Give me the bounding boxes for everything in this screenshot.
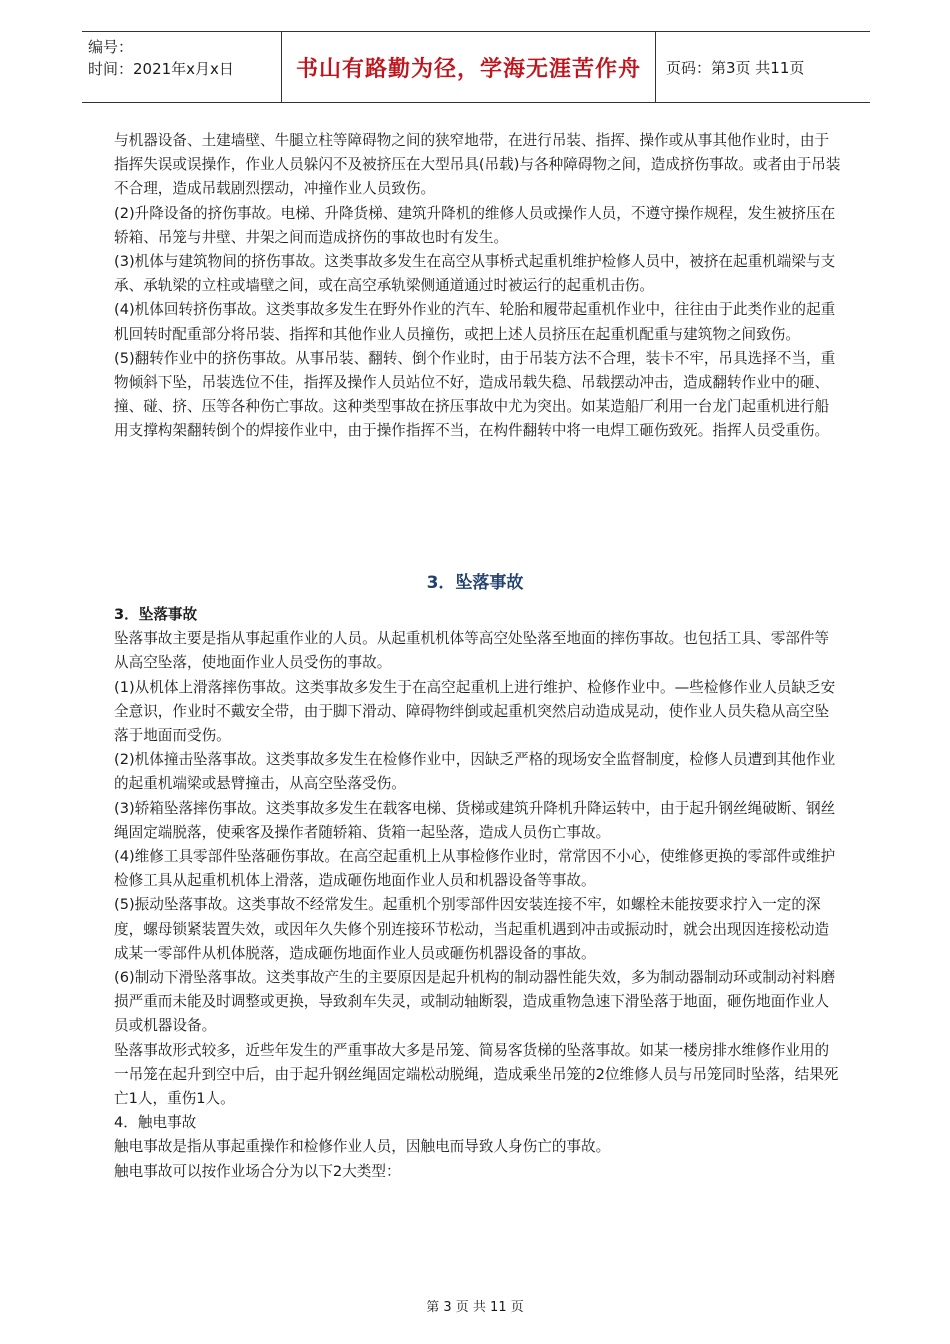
- body-block-1: [114, 129, 842, 444]
- number-label: 编号：: [88, 38, 134, 56]
- paragraph: (2)升降设备的挤伤事故。电梯、升降货梯、建筑升降机的维修人员或操作人员，不遵守操作规程，发生被挤压在轿箱、吊笼与井壁、井架之间而造成挤伤的事故也时有发生。: [114, 204, 836, 246]
- paragraph: (4)维修工具零部件坠落砸伤事故。在高空起重机上从事检修作业时，常常因不小心，使维修更换的零部件或维护检修工具从起重机机体上滑落，造成砸伤地面作业人员和机器设备等事故。: [114, 848, 836, 890]
- paragraph: 与机器设备、土建墙壁、牛腿立柱等障碍物之间的狭窄地带，在进行吊装、指挥、操作或从事其他作业时，由于指挥失误或误操作，作业人员躲闪不及被挤压在大型吊具(吊载)与各种障碍物之间，造成挤伤事故。或者由于吊装不合理，造成吊载剧烈摆动，冲撞作业人员致伤。: [114, 132, 841, 198]
- paragraph: 坠落事故主要是指从事起重作业的人员。从起重机机体等高空处坠落至地面的摔伤事故。也包括工具、零部件等从高空坠落，使地面作业人员受伤的事故。: [114, 630, 830, 672]
- page-info: 页码：第3页 共11页: [666, 58, 805, 77]
- paragraph: 触电事故可以按作业场合分为以下2大类型：: [114, 1162, 401, 1180]
- paragraph: 坠落事故形式较多，近些年发生的严重事故大多是吊笼、简易客货梯的坠落事故。如某一楼房排水维修作业用的一吊笼在起升到空中后，由于起升钢丝绳固定端松动脱绳，造成乘坐吊笼的2位维修人员与吊笼同时坠落，结果死亡1人，重伤1人。: [114, 1041, 839, 1108]
- paragraph: (3)轿箱坠落摔伤事故。这类事故多发生在载客电梯、货梯或建筑升降机升降运转中，由于起升钢丝绳破断、钢丝绳固定端脱落，使乘客及操作者随轿箱、货箱一起坠落，造成人员伤亡事故。: [114, 799, 836, 841]
- paragraph: (4)机体回转挤伤事故。这类事故多发生在野外作业的汽车、轮胎和履带起重机作业中，往往由于此类作业的起重机回转时配重部分将吊装、指挥和其他作业人员撞伤，或把上述人员挤压在起重机配重与建筑物之间致伤。: [114, 301, 836, 343]
- page-footer: 第 3 页 共 11 页: [426, 1300, 524, 1315]
- header-meta-cell: [82, 32, 282, 102]
- paragraph: (2)机体撞击坠落事故。这类事故多发生在检修作业中，因缺乏严格的现场安全监督制度，检修人员遭到其他作业的起重机端梁或悬臂撞击，从高空坠落受伤。: [114, 751, 836, 793]
- body-block-2: [114, 603, 842, 1184]
- paragraph: (5)振动坠落事故。这类事故不经常发生。起重机个别零部件因安装连接不牢，如螺栓未能按要求拧入一定的深度，螺母锁紧装置失效，或因年久失修个别连接环节松动，当起重机遇到冲击或振动时，就会出现因连接松动造成某一零部件从机体脱落，造成砸伤地面作业人员或砸伤机器设备的事故。: [114, 896, 830, 962]
- paragraph: (3)机体与建筑物间的挤伤事故。这类事故多发生在高空从事桥式起重机维护检修人员中，被挤在起重机端梁与支承、承轨梁的立柱或墙壁之间，或在高空承轨梁侧通道通过时被运行的起重机击伤。: [114, 253, 836, 295]
- header-motto-cell: [282, 32, 656, 102]
- time-label: 时间：2021年x月x日: [88, 60, 234, 78]
- section-heading: 3．坠落事故: [114, 606, 198, 623]
- paragraph: (5)翻转作业中的挤伤事故。从事吊装、翻转、倒个作业时，由于吊装方法不合理，装卡不牢，吊具选择不当，重物倾斜下坠，吊装选位不佳，指挥及操作人员站位不好，造成吊载失稳、吊载摆动冲击，造成翻转作业中的砸、撞、碰、挤、压等各种伤亡事故。这种类型事故在挤压事故中尤为突出。如某造船厂利用一台龙门起重机进行船用支撑构架翻转倒个的焊接作业中，由于操作指挥不当，在构件翻转中将一电焊工砸伤致死。指挥人员受重伤。: [114, 349, 836, 440]
- paragraph: 触电事故是指从事起重操作和检修作业人员，因触电而导致人身伤亡的事故。: [114, 1138, 611, 1156]
- page-header: [82, 31, 870, 103]
- header-page-cell: [656, 32, 870, 102]
- paragraph: (6)制动下滑坠落事故。这类事故产生的主要原因是起升机构的制动器性能失效，多为制动器制动环或制动衬料磨损严重而未能及时调整或更换，导致刹车失灵，或制动轴断裂，造成重物急速下滑坠落于地面，砸伤地面作业人员或机器设备。: [114, 969, 836, 1035]
- subsection-heading: 4．触电事故: [114, 1114, 197, 1132]
- motto: 书山有路勤为径，学海无涯苦作舟: [295, 56, 641, 82]
- paragraph: (1)从机体上滑落摔伤事故。这类事故多发生于在高空起重机上进行维护、检修作业中。—些检修作业人员缺乏安全意识，作业时不戴安全带，由于脚下滑动、障碍物绊倒或起重机突然启动造成晃动，使作业人员失稳从高空坠落于地面而受伤。: [114, 678, 836, 745]
- section-title: 3．坠落事故: [426, 573, 524, 593]
